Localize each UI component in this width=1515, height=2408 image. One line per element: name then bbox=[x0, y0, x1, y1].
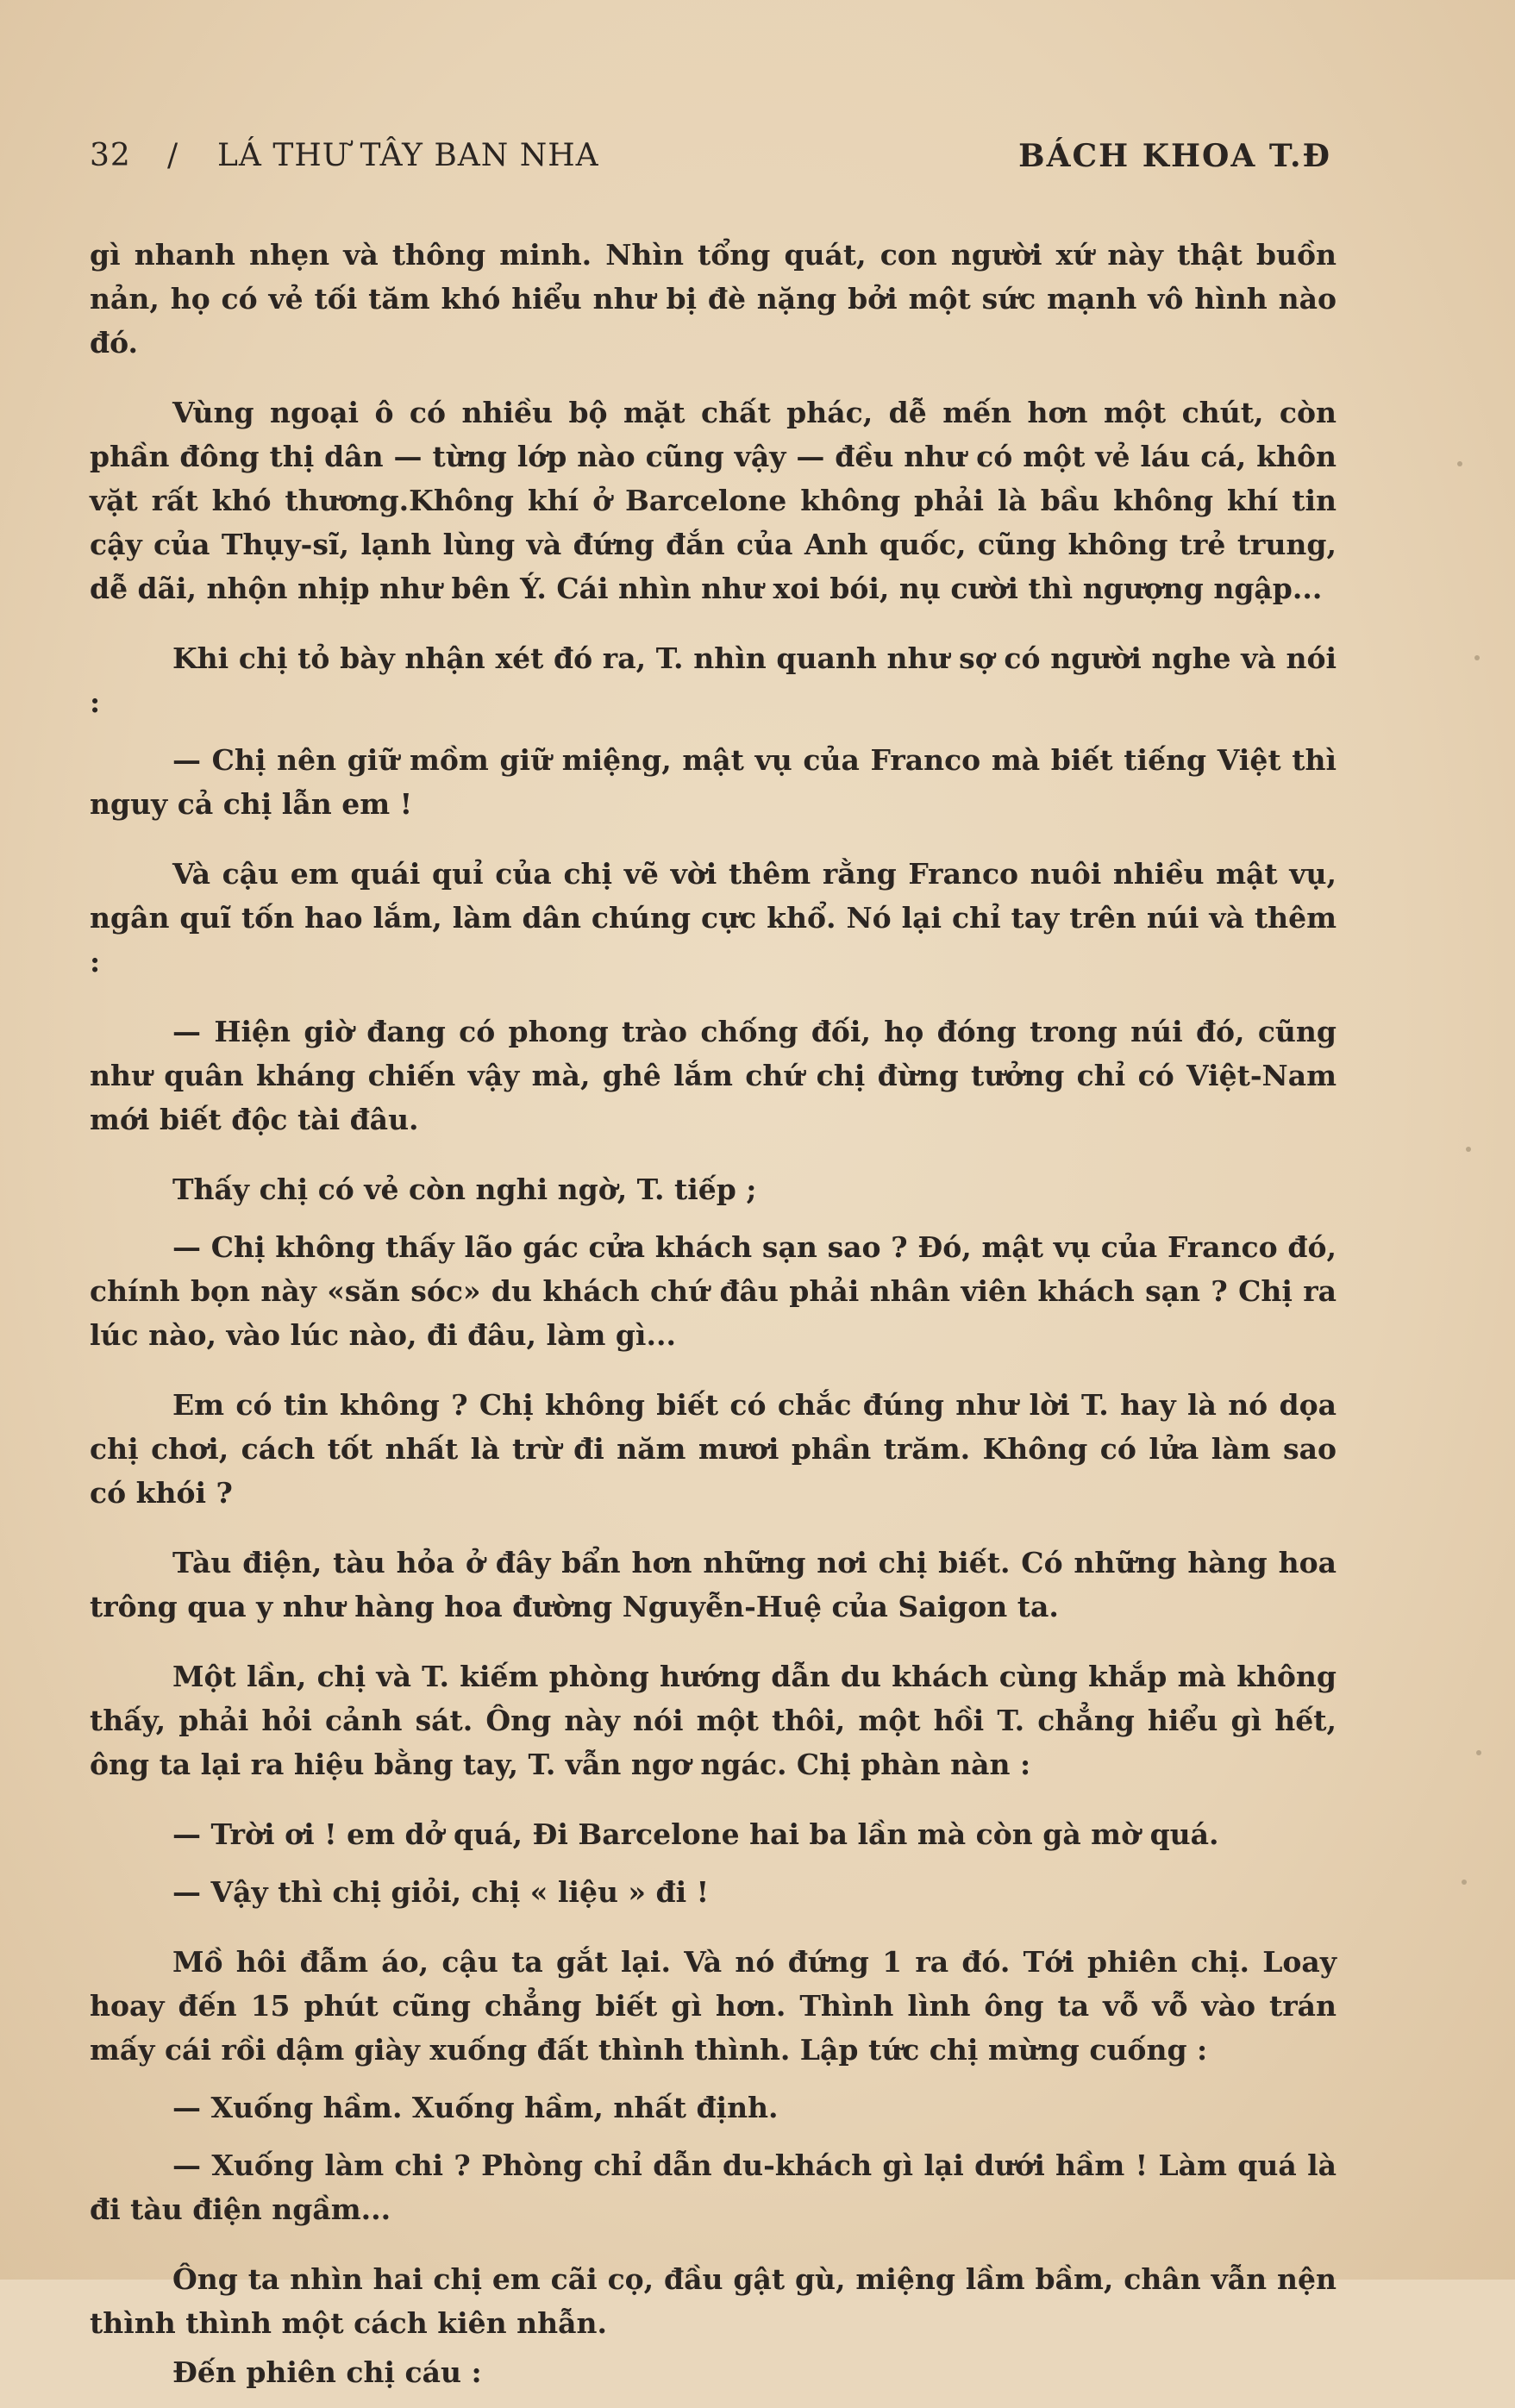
paper-speck bbox=[1466, 1147, 1471, 1152]
section-title: LÁ THƯ TÂY BAN NHA bbox=[217, 138, 599, 173]
paragraph: — Hiện giờ đang có phong trào chống đối, họ đóng trong núi đó, cũng như quân kháng chiến vậy mà, ghê lắm chứ chị đừng tưởng chỉ có Việt-Nam mới biết độc tài đâu. bbox=[90, 1015, 1337, 1136]
paragraph: Em có tin không ? Chị không biết có chắc đúng như lời T. hay là nó dọa chị chơi, cách tốt nhất là trừ đi năm mươi phần trăm. Không có lửa làm sao có khói ? bbox=[90, 1388, 1337, 1510]
paper-speck bbox=[1462, 1879, 1467, 1885]
header-separator: / bbox=[167, 138, 179, 173]
paragraph: Thấy chị có vẻ còn nghi ngờ, T. tiếp ; bbox=[172, 1173, 757, 1206]
paragraph: — Chị nên giữ mồm giữ miệng, mật vụ của Franco mà biết tiếng Việt thì nguy cả chị lẫn em ! bbox=[90, 743, 1337, 821]
paragraph: Vùng ngoại ô có nhiều bộ mặt chất phác, dễ mến hơn một chút, còn phần đông thị dân — từng lớp nào cũng vậy — đều như có một vẻ láu cá, khôn vặt rất khó thương.Không khí ở Barcelone không phải là bầu không khí tin cậy của Thụy-sĩ, lạnh lùng và đứng đắn của Anh quốc, cũng không trẻ trung, dễ dãi, nhộn nhịp như bên Ý. Cái nhìn như xoi bói, nụ cười thì ngượng ngập... bbox=[90, 396, 1337, 605]
paragraph: Tàu điện, tàu hỏa ở đây bẩn hơn những nơi chị biết. Có những hàng hoa trông qua y như hàng hoa đường Nguyễn-Huệ của Saigon ta. bbox=[90, 1546, 1337, 1623]
paragraph: Khi chị tỏ bày nhận xét đó ra, T. nhìn quanh như sợ có người nghe và nói : bbox=[90, 641, 1337, 719]
paragraph: Mồ hôi đẫm áo, cậu ta gắt lại. Và nó đứng 1 ra đó. Tới phiên chị. Loay hoay đến 15 phút cũng chẳng biết gì hơn. Thình lình ông ta vỗ vỗ vào trán mấy cái rồi dậm giày xuống đất thình thình. Lập tức chị mừng cuống : bbox=[90, 1945, 1337, 2067]
paragraph: — Trời ơi ! em dở quá, Đi Barcelone hai ba lần mà còn gà mờ quá. bbox=[172, 1817, 1219, 1851]
paper-speck bbox=[1457, 461, 1462, 466]
paragraph: Một lần, chị và T. kiếm phòng hướng dẫn du khách cùng khắp mà không thấy, phải hỏi cảnh sát. Ông này nói một thôi, một hồi T. chẳng hiểu gì hết, ông ta lại ra hiệu bằng tay, T. vẫn ngơ ngác. Chị phàn nàn : bbox=[90, 1660, 1337, 1781]
paragraph: — Xuống làm chi ? Phòng chỉ dẫn du-khách gì lại dưới hầm ! Làm quá là đi tàu điện ngầm... bbox=[90, 2148, 1337, 2226]
magazine-name: BÁCH KHOA T.Đ bbox=[1018, 138, 1331, 174]
page-number: 32 bbox=[90, 138, 131, 173]
article-body bbox=[90, 233, 1337, 2408]
page-header bbox=[90, 138, 1331, 186]
paragraph: gì nhanh nhẹn và thông minh. Nhìn tổng quát, con người xứ này thật buồn nản, họ có vẻ tối tăm khó hiểu như bị đè nặng bởi một sức mạnh vô hình nào đó. bbox=[90, 238, 1337, 360]
paragraph: — Xuống hầm. Xuống hầm, nhất định. bbox=[172, 2091, 779, 2124]
paragraph: — Chị không thấy lão gác cửa khách sạn sao ? Đó, mật vụ của Franco đó, chính bọn này «săn sóc» du khách chứ đâu phải nhân viên khách sạn ? Chị ra lúc nào, vào lúc nào, đi đâu, làm gì... bbox=[90, 1230, 1337, 1352]
paper-speck bbox=[1476, 1750, 1481, 1755]
paragraph: Đến phiên chị cáu : bbox=[172, 2355, 482, 2389]
paragraph: — Vậy thì chị giỏi, chị « liệu » đi ! bbox=[172, 1875, 710, 1909]
paper-speck bbox=[1474, 655, 1480, 660]
paragraph: Và cậu em quái quỉ của chị vẽ vời thêm rằng Franco nuôi nhiều mật vụ, ngân quĩ tốn hao lắm, làm dân chúng cực khổ. Nó lại chỉ tay trên núi và thêm : bbox=[90, 857, 1337, 979]
paragraph: Ông ta nhìn hai chị em cãi cọ, đầu gật gù, miệng lầm bầm, chân vẫn nện thình thình một cách kiên nhẫn. bbox=[90, 2262, 1337, 2340]
